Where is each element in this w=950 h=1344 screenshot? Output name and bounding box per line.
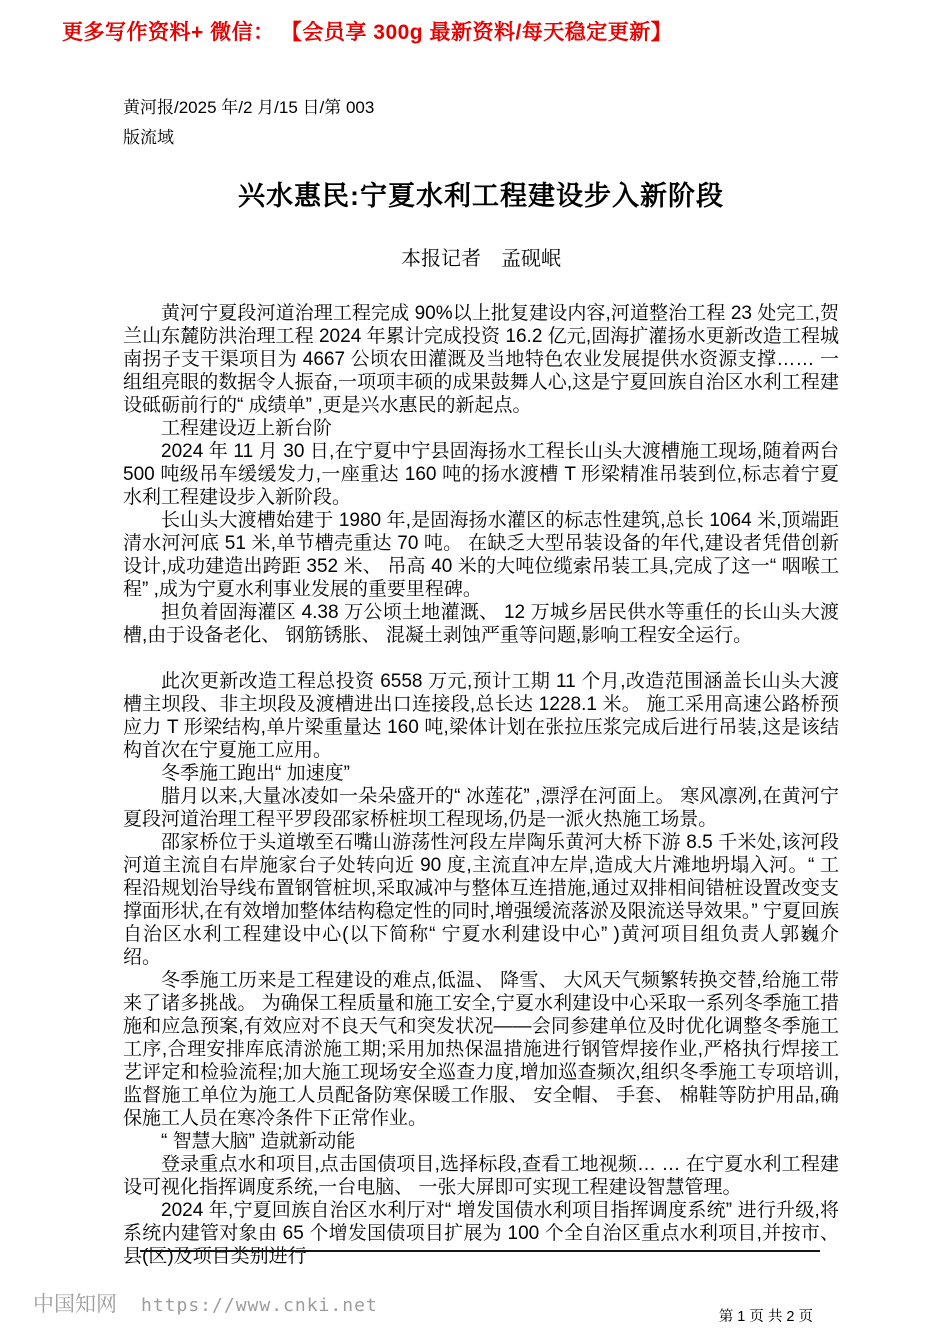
footer-divider-line (140, 1250, 820, 1252)
article-body (123, 302, 839, 1268)
cnki-url: https://www.cnki.net (141, 1295, 378, 1316)
paragraph: 长山头大渡槽始建于 1980 年,是固海扬水灌区的标志性建筑,总长 1064 米,顶端距清水河河底 51 米,单节槽壳重达 70 吨。 在缺乏大型吊装设备的年代,建设者凭借创新设计,成功建造出跨距 352 米、 吊高 40 米的大吨位缆索吊装工具,完成了这一“ 咽喉工程” ,成为宁夏水利事业发展的重要里程碑。 (123, 510, 839, 600)
promo-banner: 更多写作资料+ 微信： 【会员享 300g 最新资料/每天稳定更新】 (62, 21, 673, 44)
article-byline: 本报记者 孟砚岷 (401, 248, 561, 270)
article-title: 兴水惠民:宁夏水利工程建设步入新阶段 (238, 181, 724, 211)
paragraph: 冬季施工历来是工程建设的难点,低温、 降雪、 大风天气频繁转换交替,给施工带来了诸多挑战。 为确保工程质量和施工安全,宁夏水利建设中心采取一系列冬季施工措施和应急预案,有效应对不良天气和突发状况——会同参建单位及时优化调整冬季施工工序,合理安排库底清淤施工期;采用加热保温措施进行钢管焊接作业,严格执行焊接工艺评定和检验流程;加大施工现场安全巡查力度,增加巡查频次,组织冬季施工专项培训,监督施工单位为施工人员配备防寒保暖工作服、 安全帽、 手套、 棉鞋等防护用品,确保施工人员在寒冷条件下正常作业。 (123, 970, 839, 1129)
source-line-2: 版流域 (123, 128, 174, 147)
section-subheading: 冬季施工跑出“ 加速度” (161, 763, 350, 784)
article-content (123, 0, 839, 1326)
section-subheading: “ 智慧大脑” 造就新动能 (161, 1131, 356, 1152)
source-line-1: 黄河报/2025 年/2 月/15 日/第 003 (123, 98, 375, 117)
source-info (123, 93, 839, 153)
paragraph: 2024 年,宁夏回族自治区水利厅对“ 增发国债水利项目指挥调度系统” 进行升级,将系统内建管对象由 65 个增发国债项目扩展为 100 个全自治区重点水利项目,并按市、 县(区)及项目类别进行 (123, 1200, 839, 1267)
paragraph: 腊月以来,大量冰凌如一朵朵盛开的“ 冰莲花” ,漂浮在河面上。 寒风凛冽,在黄河宁夏段河道治理工程平罗段邵家桥桩坝工程现场,仍是一派火热施工场景。 (123, 786, 839, 830)
section-subheading: 工程建设迈上新台阶 (161, 418, 333, 439)
page-number: 第 1 页 共 2 页 (718, 1309, 813, 1325)
paragraph: 黄河宁夏段河道治理工程完成 90%以上批复建设内容,河道整治工程 23 处完工,贺兰山东麓防洪治理工程 2024 年累计完成投资 16.2 亿元,固海扩灌扬水更新改造工程城南拐子支干渠项目为 4667 公顷农田灌溉及当地特色农业发展提供水资源支撑…… 一组组亮眼的数据令人振奋,一项项丰硕的成果鼓舞人心,这是宁夏回族自治区水利工程建设砥砺前行的“ 成绩单” ,更是兴水惠民的新起点。 (123, 303, 839, 416)
paragraph: 担负着固海灌区 4.38 万公顷土地灌溉、 12 万城乡居民供水等重任的长山头大渡槽,由于设备老化、 钢筋锈胀、 混凝土剥蚀严重等问题,影响工程安全运行。 (123, 602, 839, 646)
paragraph-spacer (123, 647, 839, 670)
paragraph: 此次更新改造工程总投资 6558 万元,预计工期 11 个月,改造范围涵盖长山头大渡槽主坝段、非主坝段及渡槽进出口连接段,总长达 1228.1 米。 施工采用高速公路桥预应力 T 形梁结构,单片梁重量达 160 吨,梁体计划在张拉压浆完成后进行吊装,这是该结构首次在宁夏施工应用。 (123, 671, 839, 761)
cnki-watermark (33, 1288, 378, 1318)
cnki-site-name: 中国知网 (33, 1293, 117, 1316)
paragraph: 登录重点水和项目,点击国债项目,选择标段,查看工地视频… … 在宁夏水利工程建设可视化指挥调度系统,一台电脑、 一张大屏即可实现工程建设智慧管理。 (123, 1154, 839, 1198)
paragraph: 邵家桥位于头道墩至石嘴山游荡性河段左岸陶乐黄河大桥下游 8.5 千米处,该河段河道主流自右岸施家台子处转向近 90 度,主流直冲左岸,造成大片滩地坍塌入河。“ 工程沿规划治导线布置钢管桩坝,采取减冲与整体互连措施,通过双排相间错桩设置改变支撑面形状,在有效增加整体结构稳定性的同时,增强缓流落淤及限流送导效果。” 宁夏回族自治区水利工程建设中心(以下简称“ 宁夏水利建设中心” )黄河项目组负责人郭巍介绍。 (123, 832, 839, 968)
paragraph: 2024 年 11 月 30 日,在宁夏中宁县固海扬水工程长山头大渡槽施工现场,随着两台 500 吨级吊车缓缓发力,一座重达 160 吨的扬水渡槽 T 形梁精准吊装到位,标志着宁夏水利工程建设步入新阶段。 (123, 441, 839, 508)
